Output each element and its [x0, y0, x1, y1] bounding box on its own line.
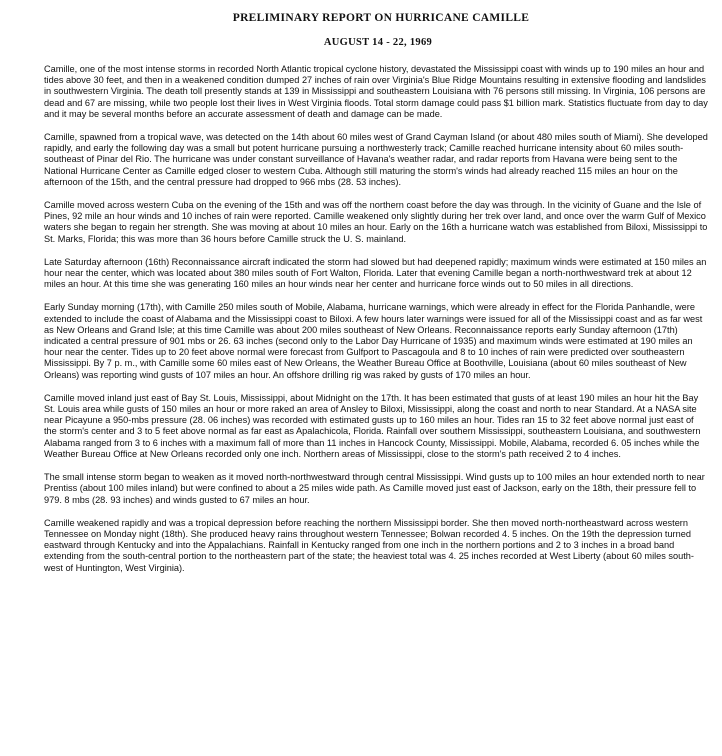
- paragraph-weakening: The small intense storm began to weaken as it moved north-northwestward through central Mississippi. Wind gusts up to 100 miles an hour extended north to near Prentiss (about 100 miles inland) but were confined to about a 25 miles wide path. As Camille moved just east of Jackson, early on the 18th, their pressure fell to 979. 8 mbs (28. 93 inches) and winds gusted to 67 miles an hour.: [44, 472, 705, 505]
- report-title: PRELIMINARY REPORT ON HURRICANE CAMILLE: [232, 12, 530, 24]
- paragraph-sunday: Early Sunday morning (17th), with Camille 250 miles south of Mobile, Alabama, hurricane warnings, which were already in effect for the Florida Panhandle, were extended to include the coast of Alabama and the Mississippi coast to Biloxi. A few hours later warnings were issued for all of the Mississippi coast and as far west as New Orleans and Grand Isle; at this time Camille was about 200 miles southeast of New Orleans. Reconnaissance reports early Sunday afternoon (17th) indicated a central pressure of 901 mbs or 26. 63 inches (second only to the Labor Day Hurricane of 1935) and maximum winds were estimated at 190 miles an hour near the center. Tides up to 20 feet above normal were forecast from Gulfport to Pascagoula and 8 to 10 inches of rain were predicted over southeastern Mississippi. By 7 p. m., with Camille some 60 miles east of New Orleans, the Weather Bureau Office at Boothville, Louisiana (about 60 miles southeast of New Orleans) was reporting wind gusts of 107 miles an hour. An offshore drilling rig was raked by gusts of 170 miles an hour.: [44, 302, 703, 380]
- paragraph-saturday: Late Saturday afternoon (16th) Reconnaissance aircraft indicated the storm had slowed but had deepened rapidly; maximum winds were estimated at 150 miles an hour near the center, which was located about 380 miles south of Fort Walton, Florida. Later that evening Camille began a north-northwestward trek at about 12 miles an hour. At this time she was generating 160 miles an hour winds near her center and hurricane force winds out to 50 miles in all directions.: [44, 256, 707, 290]
- paragraph-cuba: Camille moved across western Cuba on the evening of the 15th and was off the northern coast before the day was through. In the vicinity of Guane and the Isle of Pines, 92 mile an hour winds and 10 inches of rain were reported. Camille weakened only slightly during her trek over land, and once over the warm Gulf of Mexico waters she began to regain her strength. She was moving at about 10 miles an hour. Early on the 16th a hurricane watch was established from Biloxi, Mississippi to St. Marks, Florida; this was more than 36 hours before Camille struck the U. S. mainland.: [44, 200, 708, 244]
- report-dates: AUGUST 14 - 22, 1969: [323, 37, 433, 48]
- paragraph-overview: Camille, one of the most intense storms in recorded North Atlantic tropical cyclone history, devastated the Mississippi coast with winds up to 190 miles an hour and tides above 30 feet, and then in a weakened condition dumped 27 inches of rain over Virginia's Blue Ridge Mountains resulting in extensive flooding and landslides in southwestern Virginia. The death toll presently stands at 139 in Mississippi and southeastern Louisiana with 76 persons still missing. In Virginia, 106 persons are dead and 67 are missing, while two people lost their lives in West Virginia floods. Total storm damage could pass $1 billion mark. Statistics fluctuate from day to day and it may be several months before an accurate assessment of death and damage can be made.: [44, 64, 708, 119]
- paragraph-depression: Camille weakened rapidly and was a tropical depression before reaching the northern Mississippi border. She then moved north-northeastward across western Tennessee on Monday night (18th). She produced heavy rains throughout western Tennessee; Bolwan recorded 4. 5 inches. On the 19th the depression turned eastward through Kentucky and into the Appalachians. Rainfall in Kentucky ranged from one inch in the northern portions and 2 to 3 inches in a broad band extending from the south-central portion to the northeastern part of the state; the heaviest total was 4. 25 inches recorded at West Liberty (about 60 miles south-west of Huntington, West Virginia).: [44, 517, 694, 573]
- paragraph-formation: Camille, spawned from a tropical wave, was detected on the 14th about 60 miles west of Grand Cayman Island (or about 480 miles south of Miami). She developed rapidly, and early the following day was a small but potent hurricane pursuing a northwesterly track; Camille reached hurricane intensity about 60 miles south-southeast of Pinar del Rio. The hurricane was under constant surveillance of Havana's weather radar, and radar reports from Havana were being sent to the National Hurricane Center as Camille edged closer to western Cuba. Although still maturing the storm's winds had already reached 115 miles an hour on the afternoon of the 15th, and the central pressure had dropped to 966 mbs (28. 53 inches).: [44, 132, 708, 187]
- report-body: [44, 64, 708, 574]
- paragraph-landfall: Camille moved inland just east of Bay St. Louis, Mississippi, about Midnight on the 17th. It has been estimated that gusts of at least 190 miles an hour hit the Bay St. Louis area while gusts of 150 miles an hour or more raked an area of Ansley to Biloxi, Mississippi, along the coast and north to near Standard. At a NASA site near Picayune a 950-mbs pressure (28. 06 inches) was recorded with estimated gusts up to 160 miles an hour. Tides ran 15 to 32 feet above normal just east of the storm's center and 3 to 5 feet above normal as far east as Apalachicola, Florida. Rainfall over southern Mississippi, southeastern Louisiana, and southwestern Alabama ranged from 3 to 6 inches with a maximum fall of more than 11 inches in Hancock County, Mississippi. Mobile, Alabama, recorded 6. 05 inches while the Weather Bureau Office at New Orleans recorded only one inch. Northern areas of Mississippi, close to the storm's path received 2 to 4 inches.: [44, 392, 701, 459]
